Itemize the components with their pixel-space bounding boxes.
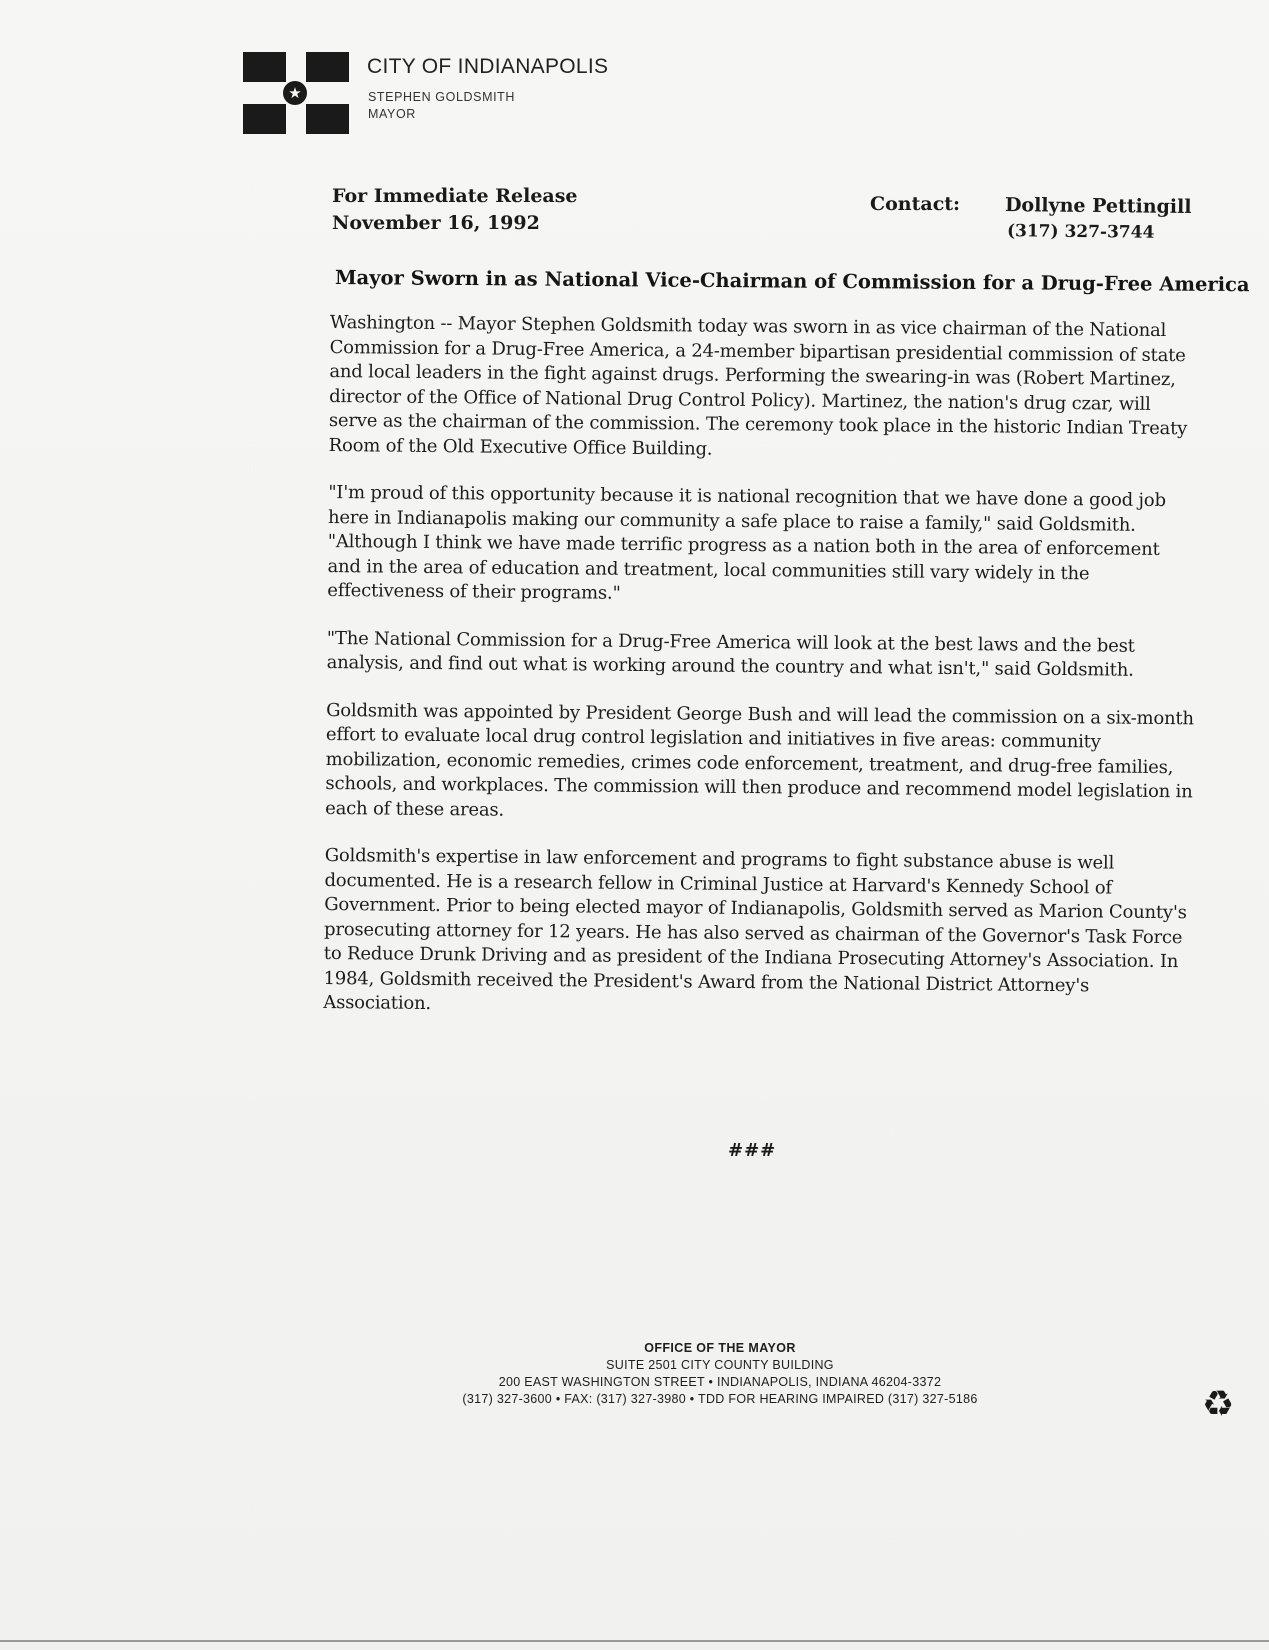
headline: Mayor Sworn in as National Vice-Chairman of Commission for a Drug-Free America xyxy=(334,266,1250,297)
footer-phones: (317) 327-3600 • FAX: (317) 327-3980 • TDD FOR HEARING IMPAIRED (317) 327-5186 xyxy=(462,1392,978,1406)
press-release-body xyxy=(323,311,1200,1047)
contact-label: Contact: xyxy=(870,193,961,215)
footer-office: OFFICE OF THE MAYOR xyxy=(644,1341,796,1355)
footer-suite: SUITE 2501 CITY COUNTY BUILDING xyxy=(606,1358,834,1372)
footer-address-block xyxy=(400,1340,1040,1408)
contact-phone: (317) 327-3744 xyxy=(1006,221,1155,243)
release-status: For Immediate Release xyxy=(332,185,578,207)
paragraph: Goldsmith's expertise in law enforcement and programs to fight substance abuse is well documented. He is a research fellow in Criminal Justice at Harvard's Kennedy School of Government. Prior to being elected mayor of Indianapolis, Goldsmith served as Marion County's prosecuting attorney for 12 years. He has also served as chairman of the Governor's Task Force to Reduce Drunk Driving and as president of the Indiana Prosecuting Attorney's Association. In 1984, Goldsmith received the President's Award from the National District Attorney's Association. xyxy=(323,844,1187,1015)
end-mark: ### xyxy=(728,1140,777,1161)
footer-address: 200 EAST WASHINGTON STREET • INDIANAPOLIS, INDIANA 46204-3372 xyxy=(498,1375,942,1389)
mayor-name: STEPHEN GOLDSMITH xyxy=(368,90,516,104)
city-seal-logo xyxy=(243,52,349,134)
page-edge-rule xyxy=(0,1640,1269,1642)
paragraph: Washington -- Mayor Stephen Goldsmith today was sworn in as vice chairman of the National Commission for a Drug-Free America, a 24-member bipartisan presidential commission of state and local leaders in the fight against drugs. Performing the swearing-in was (Robert Martinez, director of the Office of National Drug Control Policy). Martinez, the nation's drug czar, will serve as the chairman of the commission. The ceremony took place in the historic Indian Treaty Room of the Old Executive Office Building. xyxy=(328,311,1188,460)
logo-block-top-right xyxy=(306,52,349,82)
city-name: CITY OF INDIANAPOLIS xyxy=(367,55,609,78)
logo-block-bottom-right xyxy=(306,104,349,134)
logo-block-bottom-left xyxy=(243,104,286,134)
paragraph: Goldsmith was appointed by President George Bush and will lead the commission on a six-month effort to evaluate local drug control legislation and initiatives in five areas: community mobilization, economic remedies, crimes code enforcement, treatment, and drug-free families, schools, and workplaces. The commission will then produce and recommend model legislation in each of these areas. xyxy=(325,699,1194,821)
mayor-title: MAYOR xyxy=(368,107,416,121)
paragraph: "I'm proud of this opportunity because it is national recognition that we have done a good job here in Indianapolis making our community a safe place to raise a family," said Goldsmith. "Although I think we have made terrific progress as a nation both in the area of enforcement and in the area of education and treatment, local communities still vary widely in the effectiveness of their programs." xyxy=(327,481,1166,604)
contact-name: Dollyne Pettingill xyxy=(1004,194,1192,218)
release-date: November 16, 1992 xyxy=(332,212,540,234)
logo-block-top-left xyxy=(243,52,286,82)
paragraph: "The National Commission for a Drug-Free America will look at the best laws and the best analysis, and find out what is working around the country and what isn't," said Goldsmith. xyxy=(326,627,1135,681)
star-icon: ★ xyxy=(283,81,307,105)
recycle-icon: ♻ xyxy=(1201,1384,1235,1425)
